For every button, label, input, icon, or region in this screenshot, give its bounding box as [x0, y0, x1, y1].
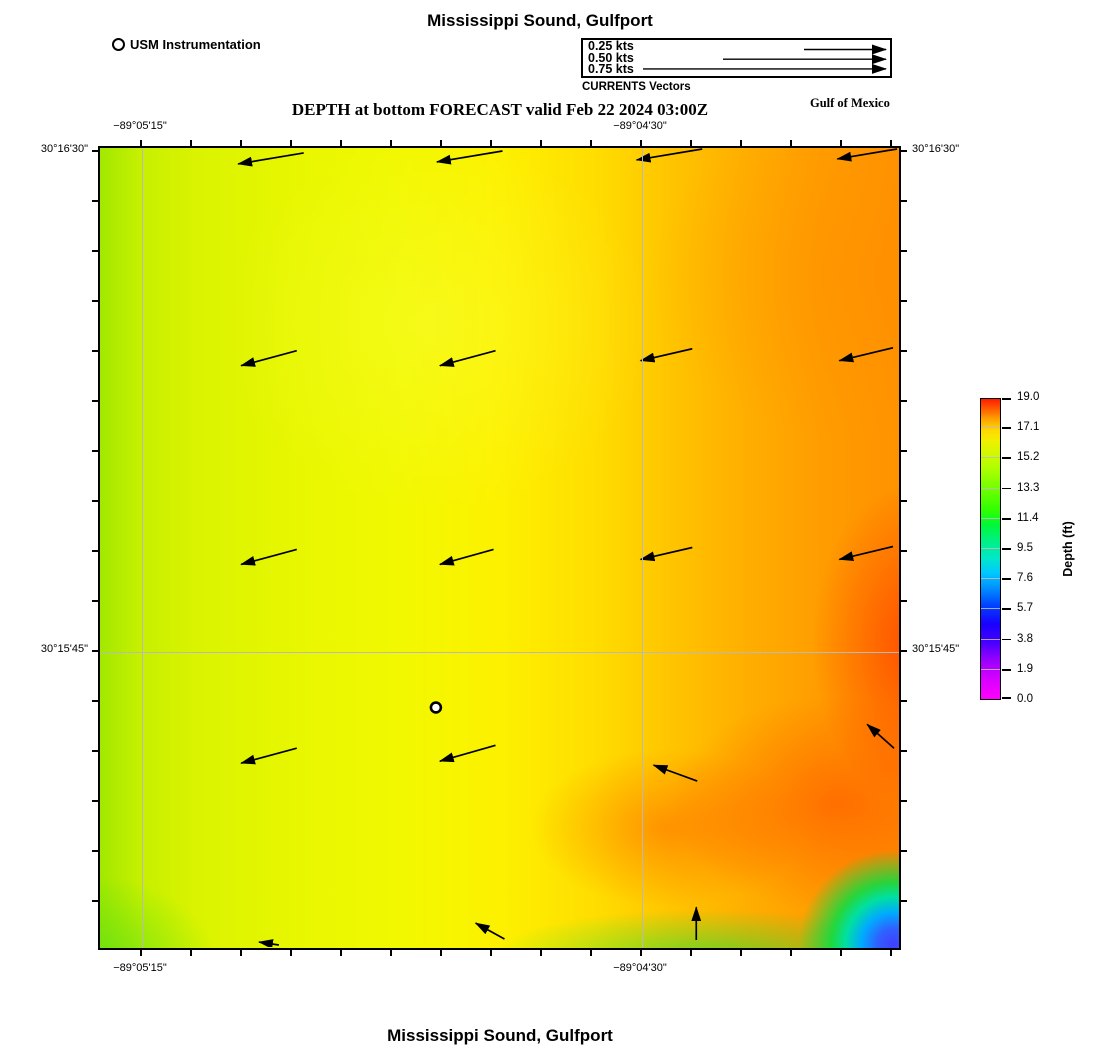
colorbar-tick-label: 17.1 [1017, 421, 1040, 434]
colorbar-tick [1002, 518, 1011, 520]
axis-tick [490, 950, 492, 956]
axis-tick [901, 800, 907, 802]
colorbar-axis-title: Depth (ft) [1060, 521, 1075, 577]
axis-tick [901, 850, 907, 852]
colorbar-tick [1002, 427, 1011, 429]
axis-tick [440, 950, 442, 956]
colorbar-gridline [981, 639, 1000, 640]
current-vector-arrow [241, 549, 297, 564]
axis-tick [901, 750, 907, 752]
current-vector-arrow [641, 548, 693, 560]
axis-tick [901, 400, 907, 402]
colorbar-tick-label: 3.8 [1017, 632, 1033, 645]
station-circle-icon [112, 38, 125, 51]
current-vector-arrow [440, 351, 496, 366]
depth-map[interactable] [98, 146, 901, 950]
colorbar-tick [1002, 608, 1011, 610]
colorbar-gridline [981, 669, 1000, 670]
colorbar-tick [1002, 697, 1011, 699]
region-label: Gulf of Mexico [810, 96, 890, 110]
axis-tick [901, 650, 907, 652]
station-legend-label: USM Instrumentation [130, 37, 261, 52]
colorbar-gradient [980, 398, 1001, 700]
currents-legend-item: 0.50 kts [588, 50, 634, 65]
usm-station-marker[interactable] [431, 703, 441, 713]
colorbar-tick-label: 5.7 [1017, 602, 1033, 615]
current-vector-arrow [839, 547, 893, 560]
map-gridline [142, 148, 143, 948]
current-vector-arrow [437, 151, 503, 162]
colorbar-gridline [981, 608, 1000, 609]
y-axis-tick-label: 30°16'30" [40, 143, 88, 155]
axis-tick [690, 950, 692, 956]
currents-legend-item: 0.75 kts [588, 62, 634, 76]
x-axis-tick-label: −89°05'15" [113, 962, 167, 974]
y-axis-tick-label: 30°15'45" [40, 643, 88, 655]
colorbar-tick-label: 19.0 [1017, 391, 1040, 403]
station-legend [112, 37, 261, 52]
axis-tick [901, 200, 907, 202]
current-vector-arrow [839, 348, 893, 361]
current-vector-arrow [241, 351, 297, 366]
axis-tick [901, 450, 907, 452]
axis-tick [740, 950, 742, 956]
colorbar [980, 391, 1100, 705]
axis-tick [240, 950, 242, 956]
axis-tick [901, 700, 907, 702]
current-vector-arrow [867, 724, 894, 748]
colorbar-tick-label: 15.2 [1017, 451, 1040, 464]
colorbar-gridline [981, 427, 1000, 428]
current-vector-arrow [641, 349, 693, 361]
axis-tick [190, 950, 192, 956]
map-gridline [100, 652, 899, 653]
y-axis-tick-label: 30°15'45" [912, 643, 960, 655]
axis-tick [901, 350, 907, 352]
current-vector-arrow [440, 745, 496, 761]
colorbar-tick [1002, 548, 1011, 550]
axis-tick [290, 950, 292, 956]
axis-tick [890, 950, 892, 956]
current-vector-arrow [241, 748, 297, 763]
axis-tick [901, 250, 907, 252]
colorbar-tick [1002, 578, 1011, 580]
axis-tick [590, 950, 592, 956]
footer-title: Mississippi Sound, Gulfport [387, 1026, 613, 1045]
currents-legend-caption: CURRENTS Vectors [582, 81, 691, 93]
colorbar-tick-label: 13.3 [1017, 481, 1040, 494]
current-vector-arrow [259, 942, 279, 945]
colorbar-tick-label: 9.5 [1017, 542, 1033, 554]
map-gridline [642, 148, 643, 948]
colorbar-tick [1002, 639, 1011, 641]
axis-tick [790, 950, 792, 956]
colorbar-gridline [981, 518, 1000, 519]
axis-tick [901, 600, 907, 602]
forecast-subtitle: DEPTH at bottom FORECAST valid Feb 22 2024 03:00Z [291, 100, 709, 119]
colorbar-tick-label: 0.0 [1017, 693, 1033, 705]
page-title: Mississippi Sound, Gulfport [427, 11, 653, 30]
colorbar-tick-label: 11.4 [1017, 511, 1039, 524]
axis-tick [840, 950, 842, 956]
colorbar-tick [1002, 457, 1011, 459]
current-vector-arrow [637, 149, 703, 160]
colorbar-tick-label: 1.9 [1017, 662, 1033, 675]
axis-tick [901, 550, 907, 552]
current-vector-arrow [476, 923, 505, 939]
axis-tick [140, 950, 142, 956]
axis-tick [540, 950, 542, 956]
x-axis-tick-label: −89°04'30" [613, 120, 667, 132]
current-vectors-layer [100, 148, 898, 947]
current-vector-arrow [238, 153, 304, 164]
colorbar-tick-label: 7.6 [1017, 572, 1033, 585]
x-axis-tick-label: −89°04'30" [613, 962, 667, 974]
colorbar-tick [1002, 398, 1011, 400]
axis-tick [901, 500, 907, 502]
current-vector-arrow [440, 549, 494, 564]
axis-tick [340, 950, 342, 956]
currents-legend-arrows [583, 40, 890, 76]
axis-tick [901, 150, 907, 152]
colorbar-gridline [981, 578, 1000, 579]
axis-tick [901, 900, 907, 902]
y-axis-tick-label: 30°16'30" [912, 143, 960, 155]
colorbar-gridline [981, 548, 1000, 549]
colorbar-gridline [981, 457, 1000, 458]
axis-tick [901, 300, 907, 302]
colorbar-tick [1002, 669, 1011, 671]
colorbar-tick [1002, 488, 1011, 490]
axis-tick [640, 950, 642, 956]
x-axis-tick-label: −89°05'15" [113, 120, 167, 132]
currents-vector-legend [581, 38, 892, 78]
colorbar-gridline [981, 488, 1000, 489]
current-vector-arrow [654, 765, 698, 781]
axis-tick [390, 950, 392, 956]
currents-legend-item: 0.25 kts [588, 39, 634, 53]
current-vector-arrow [837, 149, 897, 159]
